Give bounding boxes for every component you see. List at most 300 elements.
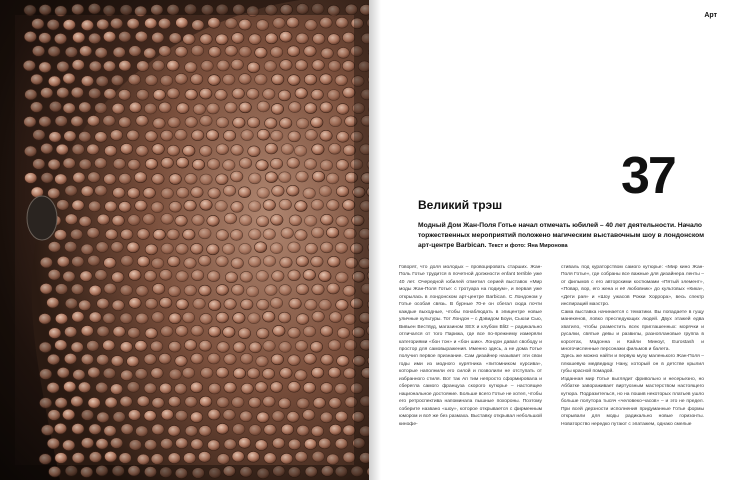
sequin: [79, 216, 91, 227]
sequin: [152, 144, 164, 155]
sequin: [47, 297, 59, 308]
sequin: [320, 74, 332, 85]
sequin: [40, 257, 52, 268]
sequin: [329, 398, 341, 409]
sequin: [113, 187, 125, 198]
sequin: [161, 130, 173, 141]
sequin: [137, 256, 149, 267]
sequin: [97, 19, 109, 30]
sequin: [199, 340, 211, 351]
sequin: [311, 89, 323, 100]
sequin: [288, 381, 300, 392]
sequin: [79, 159, 91, 170]
sequin: [278, 312, 290, 323]
sequin: [233, 342, 245, 353]
sequin: [288, 242, 300, 253]
sequin: [63, 158, 75, 169]
sequin: [342, 200, 354, 211]
sequin: [87, 144, 99, 155]
article-lead: [418, 221, 718, 251]
sequin: [81, 354, 93, 365]
sequin: [296, 118, 308, 129]
sequin: [303, 382, 315, 393]
sequin: [184, 200, 196, 211]
sequin: [64, 353, 76, 364]
sequin: [176, 157, 188, 168]
sequin: [343, 145, 355, 156]
sequin: [337, 131, 349, 142]
sequin: [304, 159, 316, 170]
sequin: [216, 285, 228, 296]
sequin: [320, 102, 332, 113]
sequin: [239, 19, 251, 30]
sequin: [119, 117, 131, 128]
sequin: [217, 397, 229, 408]
sequin: [248, 201, 260, 212]
sequin: [119, 60, 131, 71]
sequin: [120, 285, 132, 296]
sequin: [199, 228, 211, 239]
sequin: [337, 328, 349, 339]
sequin: [279, 342, 291, 353]
sequin: [281, 144, 293, 155]
sequin: [239, 74, 251, 85]
sequin: [273, 18, 285, 29]
sequin: [270, 243, 282, 254]
sequin: [240, 353, 252, 364]
sequin: [128, 327, 140, 338]
sequin: [49, 132, 61, 143]
sequin: [87, 227, 99, 238]
sequin: [41, 172, 53, 183]
sequin: [129, 270, 141, 281]
sequin: [129, 440, 141, 451]
sequin: [224, 439, 236, 450]
sequin: [81, 438, 93, 449]
sequin: [241, 130, 253, 141]
sequin: [302, 410, 314, 421]
sequin: [289, 102, 301, 113]
sequin: [161, 213, 173, 224]
sequin: [24, 146, 36, 157]
sequin: [199, 285, 211, 296]
sequin: [312, 451, 324, 462]
sequin: [278, 90, 290, 101]
sequin: [135, 368, 147, 379]
sequin: [224, 382, 236, 393]
sequin: [136, 313, 148, 324]
sequin: [223, 74, 235, 85]
sequin: [199, 425, 211, 436]
article-title: Великий трэш: [418, 198, 503, 212]
sequin: [32, 18, 44, 29]
sequin: [136, 89, 148, 100]
sequin: [73, 369, 85, 380]
sequin: [336, 160, 348, 171]
sequin: [327, 200, 339, 211]
sequin: [63, 103, 75, 114]
sequin: [328, 340, 340, 351]
sequin: [246, 286, 258, 297]
sequin: [39, 398, 51, 409]
sequin: [200, 34, 212, 45]
sequin: [328, 367, 340, 378]
sequin: [239, 102, 251, 113]
sequin: [249, 425, 261, 436]
sequin: [127, 18, 139, 29]
sequin: [279, 199, 291, 210]
sequin: [72, 452, 84, 463]
sequin: [120, 396, 132, 407]
sequin: [343, 425, 355, 436]
sequin: [321, 48, 333, 59]
sequin: [103, 368, 115, 379]
sequin: [63, 73, 75, 84]
sequin: [145, 75, 157, 86]
sequin: [62, 440, 74, 451]
sequin: [247, 451, 259, 462]
sequin: [161, 409, 173, 420]
sequin: [81, 20, 93, 31]
sequin: [279, 172, 291, 183]
sequin: [319, 438, 331, 449]
sequin: [248, 146, 260, 157]
sequin: [225, 102, 237, 113]
sequin: [55, 397, 67, 408]
sequin: [184, 258, 196, 269]
sequin: [208, 188, 220, 199]
sequin: [209, 46, 221, 57]
sequin: [295, 451, 307, 462]
sequin: [65, 214, 77, 225]
sequin: [136, 115, 148, 126]
sequin: [41, 143, 53, 154]
sequin: [311, 117, 323, 128]
sequin: [304, 353, 316, 364]
sequin: [224, 354, 236, 365]
sequin: [97, 412, 109, 423]
sequin: [152, 312, 164, 323]
sequin: [169, 341, 181, 352]
sequin: [55, 116, 67, 127]
sequin: [303, 326, 315, 337]
sequin: [327, 90, 339, 101]
sequin: [175, 73, 187, 84]
sequin: [63, 19, 75, 30]
lead-text: Модный Дом Жан-Поля Готье начал отмечать юбилей – 40 лет деятельности. Начало торжественных мероприятий положено магическим выставочным шоу в лондонском арт-центре Barbican.: [418, 222, 705, 250]
sequin: [327, 454, 339, 465]
sequin: [129, 102, 141, 113]
sequin: [104, 425, 116, 436]
sequin: [207, 215, 219, 226]
sequin: [320, 242, 332, 253]
sequin: [103, 313, 115, 324]
sequin: [103, 340, 115, 351]
sequin: [71, 396, 83, 407]
sequin: [311, 227, 323, 238]
sequin: [335, 75, 347, 86]
sequin: [88, 88, 100, 99]
sequin: [104, 174, 116, 185]
sequin: [247, 88, 259, 99]
sequin: [280, 368, 292, 379]
sequin: [88, 255, 100, 266]
sequin: [71, 342, 83, 353]
sequin: [160, 438, 172, 449]
sequin: [216, 312, 228, 323]
sequin: [208, 326, 220, 337]
sequin: [281, 424, 293, 435]
sequin: [239, 215, 251, 226]
sequin: [113, 47, 125, 58]
sequin: [273, 325, 285, 336]
sequin: [151, 454, 163, 465]
sequin: [65, 298, 77, 309]
sequin: [263, 396, 275, 407]
sequin: [24, 31, 36, 42]
sequin: [271, 215, 283, 226]
sequin: [153, 89, 165, 100]
sequin: [249, 397, 261, 408]
sequin: [215, 89, 227, 100]
sequin: [312, 144, 324, 155]
sequin: [48, 159, 60, 170]
sequin: [303, 188, 315, 199]
sequin: [280, 453, 292, 464]
sequin: [40, 369, 52, 380]
sequin: [297, 398, 309, 409]
sequin: [295, 341, 307, 352]
sequin: [127, 188, 139, 199]
sequin: [287, 46, 299, 57]
sequin: [151, 258, 163, 269]
sequin: [224, 299, 236, 310]
sequin: [255, 440, 267, 451]
sequin: [342, 61, 354, 72]
sequin: [72, 423, 84, 434]
sequin: [200, 115, 212, 126]
sequin: [39, 342, 51, 353]
sequin: [137, 454, 149, 465]
sequin: [120, 342, 132, 353]
sequin: [329, 424, 341, 435]
sequin: [39, 62, 51, 73]
sequin: [193, 104, 205, 115]
sequin: [265, 118, 277, 129]
sequin: [208, 300, 220, 311]
sequin: [238, 437, 250, 448]
sequin: [256, 20, 268, 31]
sequin: [295, 370, 307, 381]
sequin: [206, 130, 218, 141]
sequin: [135, 340, 147, 351]
sequin: [47, 438, 59, 449]
sequin: [127, 382, 139, 393]
sequin: [295, 201, 307, 212]
sequin: [32, 46, 44, 57]
sequin: [150, 341, 162, 352]
sequin: [112, 272, 124, 283]
sequin: [264, 453, 276, 464]
sequin: [111, 242, 123, 253]
sequin: [257, 412, 269, 423]
sequin: [72, 200, 84, 211]
sequin: [216, 230, 228, 241]
sequin: [145, 131, 157, 142]
sequin: [144, 439, 156, 450]
sequin: [272, 186, 284, 197]
sequin: [288, 439, 300, 450]
sequin: [230, 230, 242, 241]
sequin: [287, 412, 299, 423]
sequin: [320, 17, 332, 28]
sequin: [201, 60, 213, 71]
sequin: [39, 313, 51, 324]
sequin: [312, 284, 324, 295]
sequin: [112, 300, 124, 311]
sequin: [200, 146, 212, 157]
sequin: [176, 244, 188, 255]
sequin: [119, 201, 131, 212]
sequin: [232, 284, 244, 295]
sequin: [144, 410, 156, 421]
sequin: [111, 75, 123, 86]
sequin: [231, 59, 243, 70]
sequin: [328, 61, 340, 72]
sequin: [89, 452, 101, 463]
sequin: [262, 368, 274, 379]
sequin: [304, 439, 316, 450]
sequin: [305, 130, 317, 141]
sequin: [313, 33, 325, 44]
sequin: [145, 328, 157, 339]
sequin: [105, 229, 117, 240]
sequin: [296, 33, 308, 44]
sequin: [254, 242, 266, 253]
sequin: [57, 87, 69, 98]
sequin: [81, 186, 93, 197]
sequin: [113, 412, 125, 423]
sequin: [223, 185, 235, 196]
sequin: [73, 32, 85, 43]
sequin: [96, 76, 108, 87]
sequin: [31, 74, 43, 85]
sequin: [265, 143, 277, 154]
sequin: [55, 313, 67, 324]
body-column-left: [399, 264, 542, 428]
sequin: [25, 89, 37, 100]
sequin-pattern-image: [0, 0, 369, 480]
sequin: [145, 159, 157, 170]
sequin: [89, 424, 101, 435]
sequin: [199, 396, 211, 407]
sequin: [329, 312, 341, 323]
sequin: [152, 174, 164, 185]
sequin: [176, 326, 188, 337]
sequin: [287, 158, 299, 169]
sequin: [174, 383, 186, 394]
sequin: [321, 214, 333, 225]
sequin: [288, 131, 300, 142]
sequin: [198, 255, 210, 266]
sequin: [120, 313, 132, 324]
sequin: [270, 47, 282, 58]
sequin: [48, 269, 60, 280]
sequin: [208, 75, 220, 86]
sequin: [191, 130, 203, 141]
sequin: [320, 412, 332, 423]
sequin: [319, 299, 331, 310]
sequin: [112, 215, 124, 226]
beaded-tip: [27, 196, 57, 240]
sequin: [281, 228, 293, 239]
sequin: [73, 172, 85, 183]
sequin: [239, 158, 251, 169]
sequin: [248, 313, 260, 324]
sequin: [49, 328, 61, 339]
sequin: [128, 215, 140, 226]
sequin: [335, 383, 347, 394]
sequin: [121, 229, 133, 240]
sequin: [328, 34, 340, 45]
sequin: [78, 382, 90, 393]
sequin: [265, 172, 277, 183]
sequin: [71, 116, 83, 127]
sequin: [319, 186, 331, 197]
sequin: [95, 270, 107, 281]
sequin: [216, 117, 228, 128]
sequin: [233, 424, 245, 435]
sequin: [121, 255, 133, 266]
sequin: [103, 115, 115, 126]
sequin: [311, 426, 323, 437]
sequin: [238, 187, 250, 198]
sequin: [342, 32, 354, 43]
sequin: [95, 47, 107, 58]
sequin: [222, 244, 234, 255]
sequin: [118, 89, 130, 100]
sequin: [207, 440, 219, 451]
sequin: [152, 60, 164, 71]
sequin: [96, 354, 108, 365]
sequin: [89, 285, 101, 296]
sequin: [104, 283, 116, 294]
sequin: [79, 131, 91, 142]
sequin: [135, 200, 147, 211]
sequin: [295, 60, 307, 71]
sequin: [305, 243, 317, 254]
sequin: [295, 230, 307, 241]
sequin: [272, 438, 284, 449]
sequin: [72, 144, 84, 155]
sequin: [39, 454, 51, 465]
sequin: [175, 356, 187, 367]
sequin: [319, 271, 331, 282]
sequin: [217, 342, 229, 353]
sequin: [263, 256, 275, 267]
sequin: [89, 61, 101, 72]
sequin: [185, 396, 197, 407]
sequin: [97, 214, 109, 225]
sequin: [312, 311, 324, 322]
sequin: [200, 174, 212, 185]
sequin: [190, 412, 202, 423]
sequin: [272, 411, 284, 422]
sequin: [304, 46, 316, 57]
sequin: [232, 88, 244, 99]
sequin: [311, 367, 323, 378]
sequin: [313, 398, 325, 409]
